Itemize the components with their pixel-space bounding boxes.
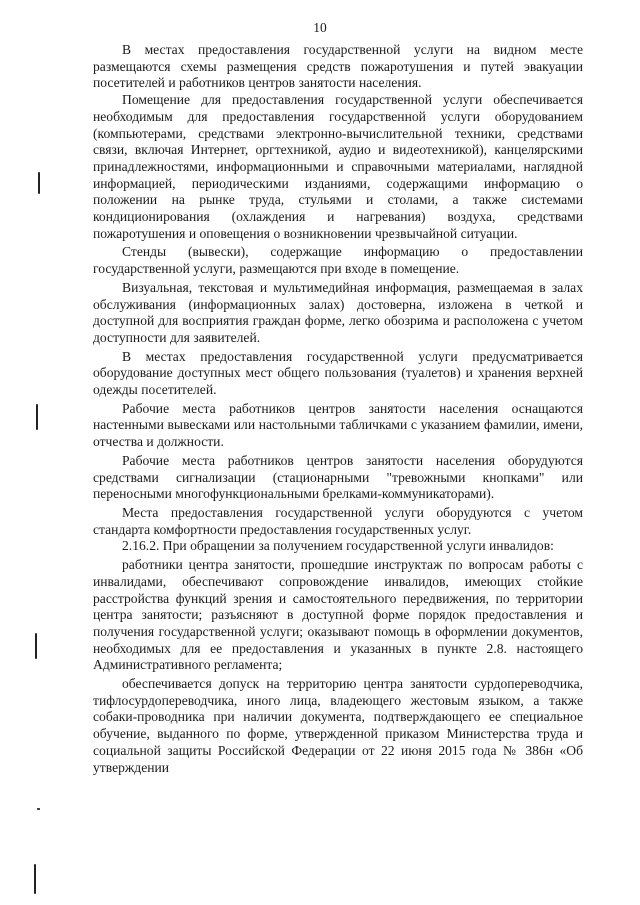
margin-mark	[34, 864, 36, 894]
paragraph-evacuation-plans: В местах предоставления государственной услуги на видном месте размещаются схемы размещения средств пожаротушения и путей эвакуации посетителей и работников центров занятости населения.	[93, 42, 583, 91]
margin-mark	[38, 172, 40, 194]
paragraph-signage: Рабочие места работников центров занятости населения оснащаются настенными вывесками или настольными табличками с указанием фамилии, имени, отчества и должности.	[93, 400, 583, 450]
margin-mark	[36, 404, 38, 430]
paragraph-sign-language-access: обеспечивается допуск на территорию центра занятости сурдопереводчика, тифлосурдопереводчика, иного лица, владеющего жестовым языком, а также собаки-проводника при наличии документа, подтверждающего ее специальное обучение, выданного по форме, утвержденной приказом Министерства труда и социальной защиты Российской Федерации от 22 июня 2015 года № 386н «Об утверждении	[93, 676, 583, 775]
section-heading-2-16-2: 2.16.2. При обращении за получением государственной услуги инвалидов:	[122, 538, 554, 554]
paragraph-visual-information: Визуальная, текстовая и мультимедийная информация, размещаемая в залах обслуживания (информационных залах) достоверна, изложена в четкой и доступной для восприятия граждан форме, легко обозрима и расположена с учетом доступности для заявителей.	[93, 279, 583, 345]
page-number: 10	[313, 20, 327, 35]
document-body	[93, 42, 583, 776]
paragraph-alarm-systems: Рабочие места работников центров занятости населения оборудуются средствами сигнализации (стационарными "тревожными кнопками" или переносными многофункциональными брелками-коммуникаторами).	[93, 452, 583, 502]
margin-dot	[37, 808, 40, 810]
paragraph-staff-assistance: работники центра занятости, прошедшие инструктаж по вопросам работы с инвалидами, обеспечивают сопровождение инвалидов, имеющих стойкие расстройства функций зрения и самостоятельного передвижения, по территории центра занятости; разъясняют в доступной форме порядок предоставления и получения государственной услуги; оказывают помощь в оформлении документов, необходимых для ее предоставления и указанных в пункте 2.8. настоящего Административного регламента;	[93, 557, 583, 673]
margin-mark	[35, 633, 37, 659]
paragraph-public-facilities: В местах предоставления государственной услуги предусматривается оборудование доступных мест общего пользования (туалетов) и хранения верхней одежды посетителей.	[93, 348, 583, 398]
paragraph-info-stands: Стенды (вывески), содержащие информацию о предоставлении государственной услуги, размещаются при входе в помещение.	[93, 244, 583, 277]
paragraph-comfort-standard: Места предоставления государственной услуги оборудуются с учетом стандарта комфортности предоставления государственных услуг.	[93, 504, 583, 537]
paragraph-equipment: Помещение для предоставления государственной услуги обеспечивается необходимым для предоставления государственной услуги оборудованием (компьютерами, средствами электронно-вычислительной техники, средствами связи, включая Интернет, оргтехникой, аудио и видеотехникой), канцелярскими принадлежностями, информационными и справочными материалами, наглядной информацией, периодическими изданиями, содержащими информацию о положении на рынке труда, стульями и столами, а также системами кондиционирования (охлаждения и нагревания) воздуха, средствами пожаротушения и оповещения о возникновении чрезвычайной ситуации.	[93, 92, 583, 241]
